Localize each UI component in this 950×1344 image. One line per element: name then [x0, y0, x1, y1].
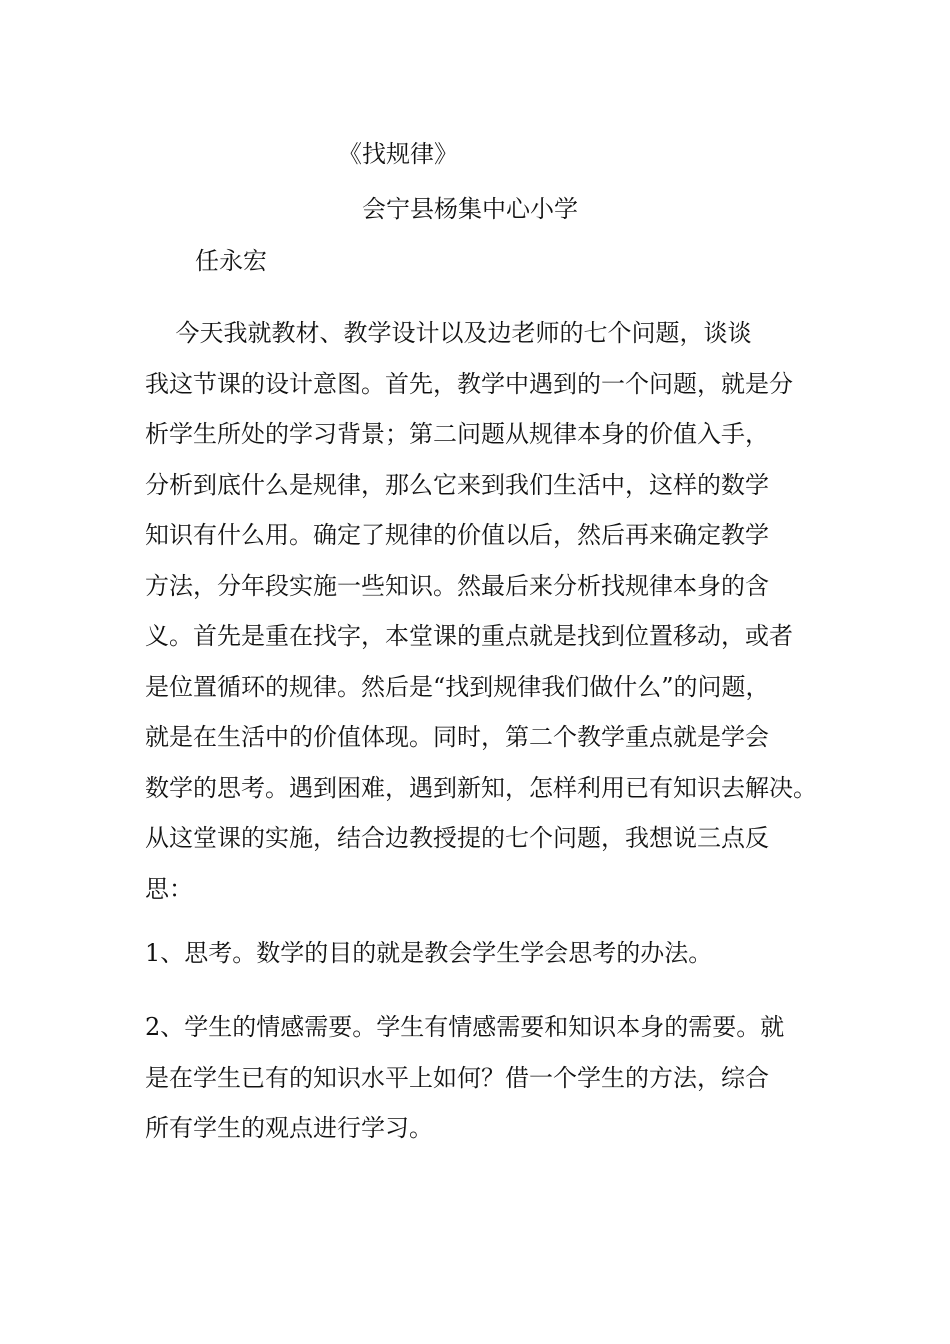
paragraph-line: 方法，分年段实施一些知识。然最后来分析找规律本身的含	[145, 571, 769, 600]
paragraph-intro	[145, 308, 825, 914]
paragraph-line: 知识有什么用。确定了规律的价值以后，然后再来确定教学	[145, 521, 769, 549]
paragraph-line: 义。首先是重在找字，本堂课的重点就是找到位置移动，或者	[145, 622, 793, 650]
paragraph-line: 所有学生的观点进行学习。	[145, 1114, 433, 1142]
paragraph-line: 析学生所处的学习背景；第二问题从规律本身的价值入手，	[145, 420, 769, 448]
paragraph-line: 是位置循环的规律。然后是“找到规律我们做什么”的问题，	[145, 672, 770, 701]
author-name: 任永宏	[195, 247, 267, 275]
paragraph-line: 1、思考。数学的目的就是教会学生学会思考的办法。	[145, 939, 713, 967]
paragraph-line: 思：	[145, 874, 193, 903]
document-title: 《找规律》	[338, 140, 458, 168]
paragraph-line: 我这节课的设计意图。首先，教学中遇到的一个问题，就是分	[145, 369, 793, 398]
point-one	[145, 928, 825, 979]
paragraph-line: 数学的思考。遇到困难，遇到新知，怎样利用已有知识去解决。	[145, 773, 817, 802]
paragraph-line: 是在学生已有的知识水平上如何？借一个学生的方法，综合	[145, 1063, 769, 1092]
paragraph-line: 2、学生的情感需要。学生有情感需要和知识本身的需要。就	[145, 1013, 785, 1041]
paragraph-line: 今天我就教材、教学设计以及边老师的七个问题，谈谈	[145, 319, 752, 347]
paragraph-line: 就是在生活中的价值体现。同时，第二个教学重点就是学会	[145, 723, 769, 751]
point-two	[145, 1002, 825, 1154]
paragraph-line: 从这堂课的实施，结合边教授提的七个问题，我想说三点反	[145, 824, 769, 852]
school-name: 会宁县杨集中心小学	[362, 195, 578, 223]
paragraph-line: 分析到底什么是规律，那么它来到我们生活中，这样的数学	[145, 470, 769, 499]
